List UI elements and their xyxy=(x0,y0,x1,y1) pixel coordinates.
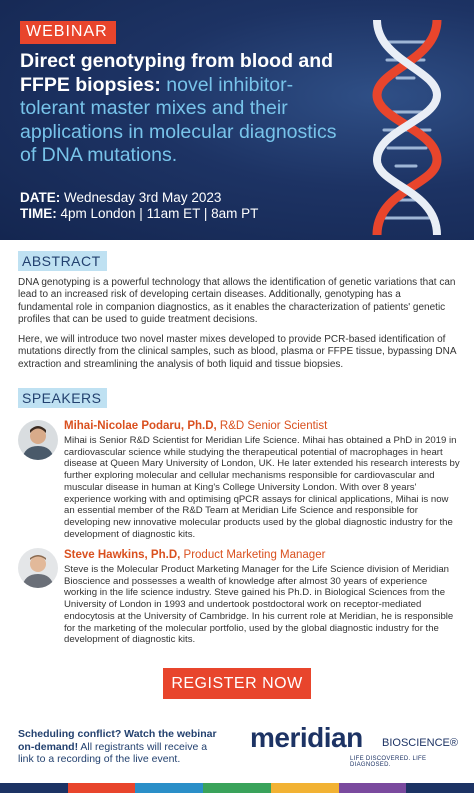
color-bar-segment xyxy=(339,783,407,793)
speaker-1-role: R&D Senior Scientist xyxy=(216,420,328,432)
speakers-heading: SPEAKERS xyxy=(18,388,107,408)
date-value: Wednesday 3rd May 2023 xyxy=(60,190,222,205)
logo-tagline: LIFE DISCOVERED. LIFE DIAGNOSED. xyxy=(350,756,427,768)
speaker-1-bio: Mihai is Senior R&D Scientist for Meridian Life Science. Mihai has obtained a PhD in 2019 in cardiovascular science while studying the therapeutical potential of macrophages in heart disease at Queen Mary University of London, UK. He later extended his research interests by further exploring molecular and cellular mechanisms responsible for cardiovascular and muscular disease in human at King's College University London. With over 8 years' experience working with and optimising qPCR assays for clinical applications, Mihai is now an essential member of the R&D Team at Meridian Life Science and responsible for developing new innovative molecular products used by the global diagnostic industry for the development of diagnostic kits. xyxy=(64,435,460,540)
color-bar-segment xyxy=(135,783,203,793)
speaker-2-role: Product Marketing Manager xyxy=(180,549,326,561)
webinar-header xyxy=(0,0,474,240)
footer-color-bar xyxy=(0,783,474,793)
logo-wordmark: meridian xyxy=(250,722,363,753)
dna-helix-icon xyxy=(352,20,462,235)
color-bar-segment xyxy=(68,783,136,793)
title-rest: novel inhibitor-tolerant master mixes and their applications in molecular diagnostics of DNA mutations. xyxy=(20,73,337,166)
speaker-1-fullname: Mihai-Nicolae Podaru, Ph.D, xyxy=(64,420,217,432)
meridian-logo[interactable] xyxy=(250,722,460,767)
date-line xyxy=(20,190,221,205)
color-bar-segment xyxy=(0,783,68,793)
on-demand-rest: All registrants will receive a link to a recording of the live event. xyxy=(18,740,208,765)
abstract-heading: ABSTRACT xyxy=(18,251,107,271)
register-now-button[interactable]: REGISTER NOW xyxy=(163,668,311,699)
on-demand-note xyxy=(18,728,218,766)
time-label: TIME: xyxy=(20,206,57,221)
speaker-1-name xyxy=(64,420,327,432)
date-label: DATE: xyxy=(20,190,61,205)
speaker-2-bio: Steve is the Molecular Product Marketing Manager for the Life Science division of Meridian Bioscience and possesses a wealth of knowledge after almost 30 years of experience working in the life science industry. Steve gained his Ph.D. in Biological Sciences from the University of London in 1993 and undertook postdoctoral work on receptor-mediated endocytosis at the University of Cambridge. In his current role at Meridian, he is responsible for the marketing of the molecular portfolio, used by the global diagnostic industry for the development of diagnostic kits. xyxy=(64,564,454,646)
speaker-2-avatar xyxy=(18,548,58,588)
time-line xyxy=(20,206,258,221)
webinar-badge: WEBINAR xyxy=(20,21,116,44)
on-demand-bold: Scheduling conflict? Watch the webinar on-demand! xyxy=(18,728,217,753)
color-bar-segment xyxy=(271,783,339,793)
speaker-1-avatar xyxy=(18,420,58,460)
color-bar-segment xyxy=(203,783,271,793)
time-value: 4pm London | 11am ET | 8am PT xyxy=(56,206,259,221)
webinar-title xyxy=(20,50,350,168)
speaker-2-fullname: Steve Hawkins, Ph.D, xyxy=(64,549,181,561)
logo-bioscience: BIOSCIENCE® xyxy=(382,737,458,749)
speaker-2-name xyxy=(64,549,325,561)
title-bold: Direct genotyping from blood and FFPE biopsies: xyxy=(20,50,334,96)
abstract-paragraph-1: DNA genotyping is a powerful technology that allows the identification of genetic variations that can lead to an increased risk of developing certain diseases. Additionally, genotyping has a fundamental role in companion diagnostics, as it enables the characterization of patients' genetic profiles that can be used to guide treatment decisions. xyxy=(18,277,456,325)
abstract-paragraph-2: Here, we will introduce two novel master mixes developed to provide PCR-based identification of mutations directly from the clinical samples, such as blood, plasma or FFPE tissue, bypassing DNA extraction and streamlining the analysis of both liquid and tissue biopsies. xyxy=(18,334,456,370)
color-bar-segment xyxy=(406,783,474,793)
